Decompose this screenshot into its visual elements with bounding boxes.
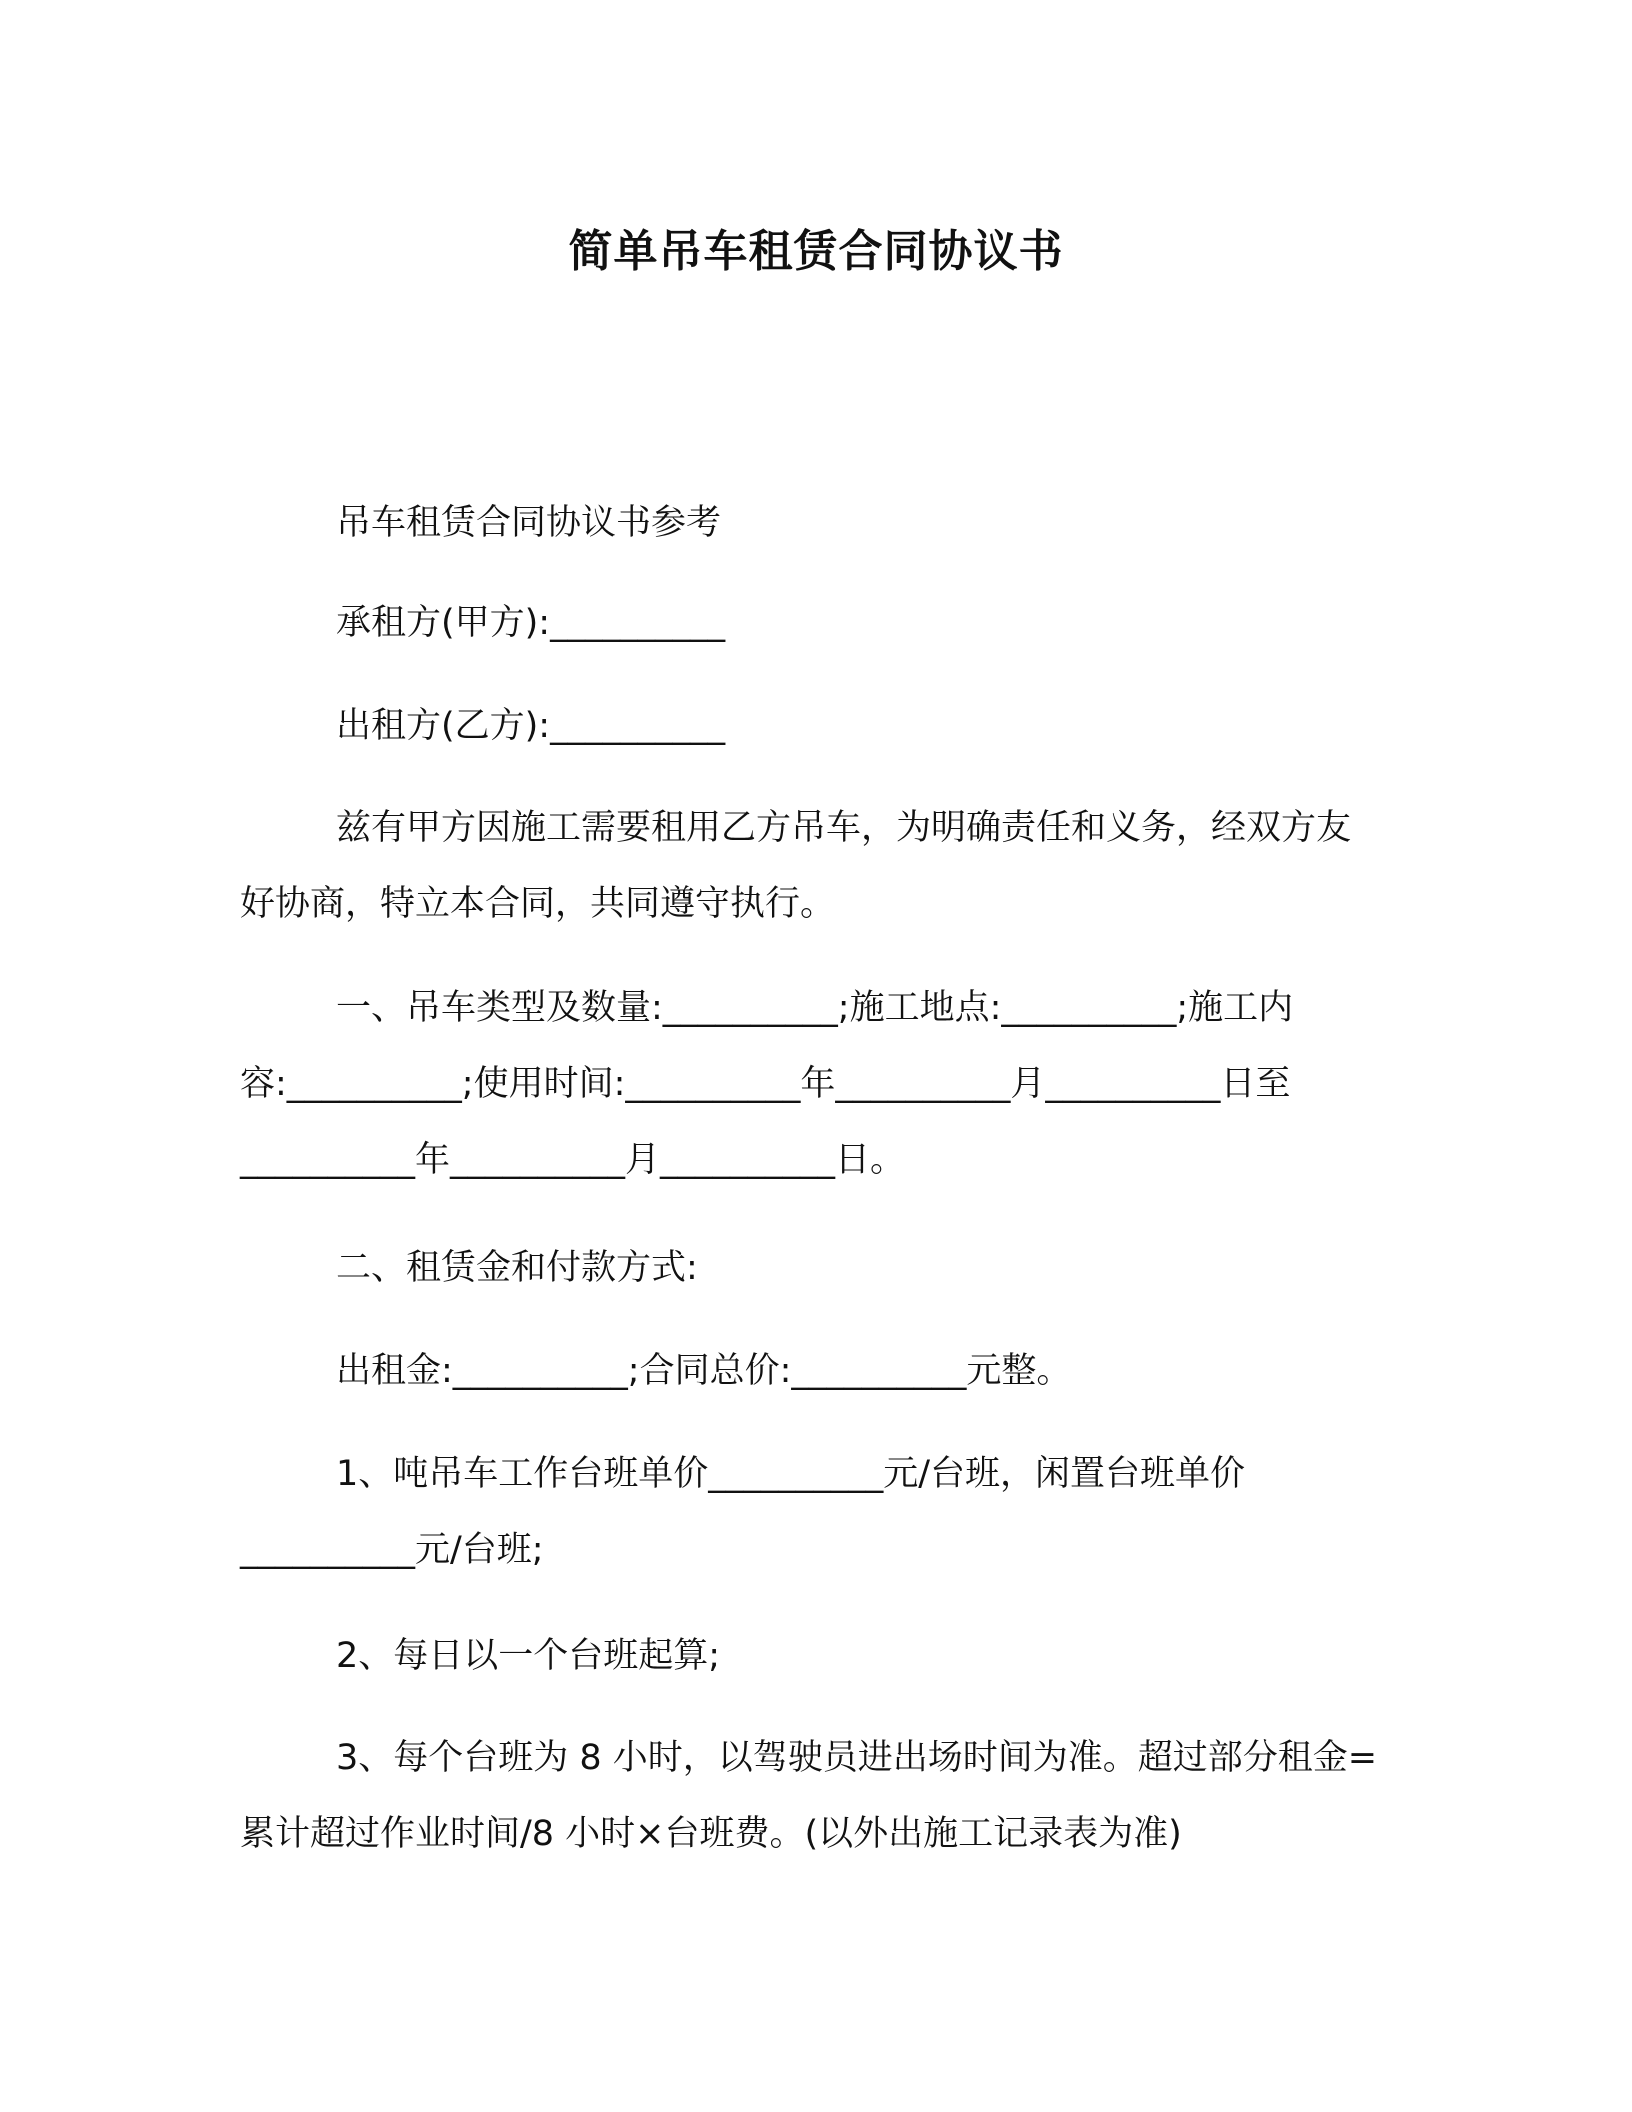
paragraph-crane-type-clause: 一、吊车类型及数量:__________;施工地点:__________;施工内容:__________;使用时间:__________年__________月__________日至__________年__________月__________日。	[240, 988, 1294, 1180]
paragraph-shift-hours: 3、每个台班为 8 小时，以驾驶员进出场时间为准。超过部分租金=累计超过作业时间/8 小时×台班费。(以外出施工记录表为准)	[240, 1738, 1378, 1854]
paragraph-daily-shift: 2、每日以一个台班起算;	[336, 1636, 721, 1676]
paragraph-lessee: 承租方(甲方):__________	[336, 603, 726, 643]
document-title: 简单吊车租赁合同协议书	[568, 226, 1064, 277]
paragraph-preamble: 兹有甲方因施工需要租用乙方吊车，为明确责任和义务，经双方友好协商，特立本合同，共同遵守执行。	[240, 808, 1352, 924]
paragraph-payment-heading: 二、租赁金和付款方式:	[336, 1248, 698, 1288]
paragraph-reference-heading: 吊车租赁合同协议书参考	[336, 503, 722, 543]
paragraph-rent-total: 出租金:__________;合同总价:__________元整。	[336, 1351, 1072, 1391]
paragraph-unit-price: 1、吨吊车工作台班单价__________元/台班，闲置台班单价__________元/台班;	[240, 1454, 1246, 1570]
paragraph-lessor: 出租方(乙方):__________	[336, 706, 726, 746]
